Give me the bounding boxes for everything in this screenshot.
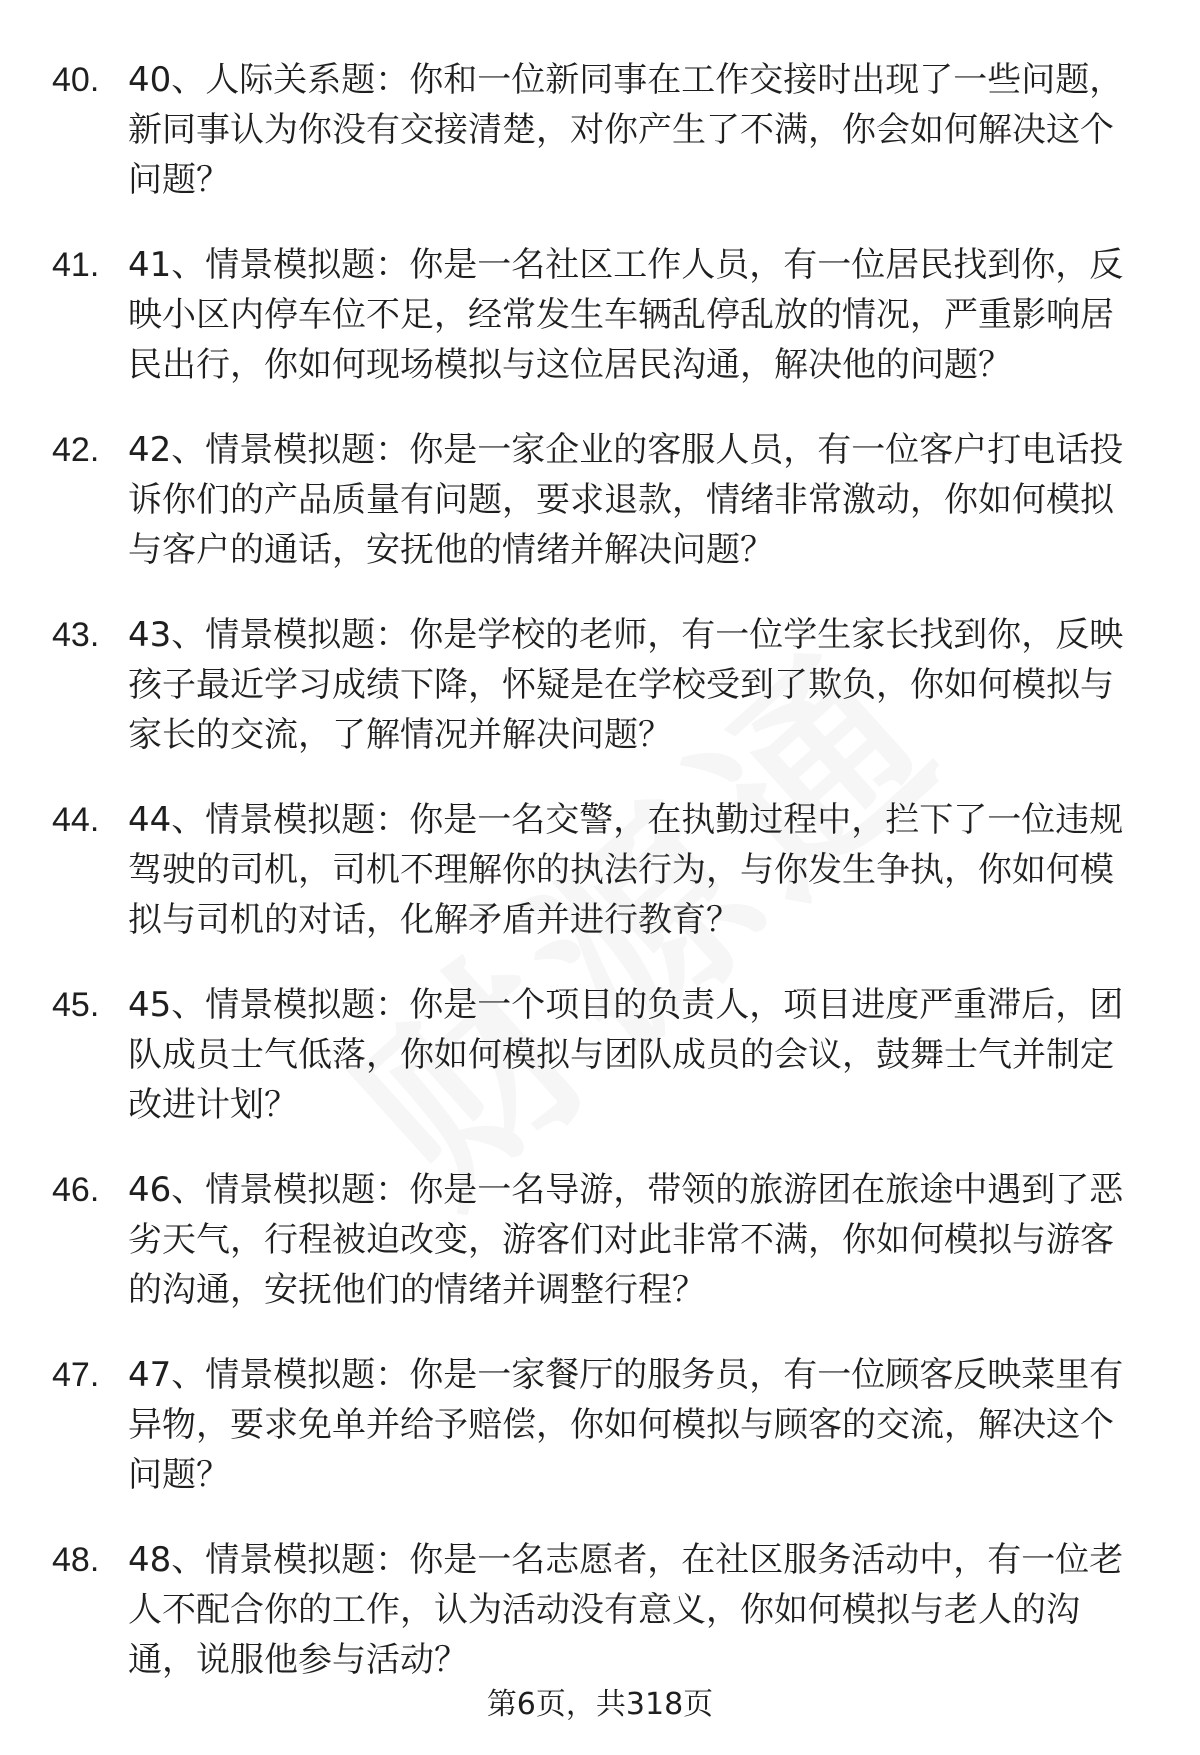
question-text: 42、情景模拟题：你是一家企业的客服人员，有一位客户打电话投诉你们的产品质量有问题，要求退款，情绪非常激动，你如何模拟与客户的通话，安抚他的情绪并解决问题？ <box>128 430 1124 570</box>
question-number: 43. <box>52 616 100 654</box>
question-item <box>0 610 1200 758</box>
question-text: 43、情景模拟题：你是学校的老师，有一位学生家长找到你，反映孩子最近学习成绩下降，怀疑是在学校受到了欺负，你如何模拟与家长的交流，了解情况并解决问题？ <box>128 615 1124 755</box>
question-text: 48、情景模拟题：你是一名志愿者，在社区服务活动中，有一位老人不配合你的工作，认为活动没有意义，你如何模拟与老人的沟通，说服他参与活动？ <box>128 1540 1124 1680</box>
question-item <box>0 980 1200 1128</box>
question-number: 40. <box>52 61 100 99</box>
question-text: 47、情景模拟题：你是一家餐厅的服务员，有一位顾客反映菜里有异物，要求免单并给予赔偿，你如何模拟与顾客的交流，解决这个问题？ <box>128 1355 1124 1495</box>
question-text: 40、人际关系题：你和一位新同事在工作交接时出现了一些问题，新同事认为你没有交接清楚，对你产生了不满，你会如何解决这个问题？ <box>128 60 1124 200</box>
question-number: 41. <box>52 246 100 284</box>
question-item <box>0 55 1200 203</box>
question-item <box>0 1535 1200 1683</box>
question-item <box>0 1165 1200 1313</box>
question-number: 48. <box>52 1541 100 1579</box>
question-text: 44、情景模拟题：你是一名交警，在执勤过程中，拦下了一位违规驾驶的司机，司机不理解你的执法行为，与你发生争执，你如何模拟与司机的对话，化解矛盾并进行教育？ <box>128 800 1124 940</box>
question-text: 41、情景模拟题：你是一名社区工作人员，有一位居民找到你，反映小区内停车位不足，经常发生车辆乱停乱放的情况，严重影响居民出行，你如何现场模拟与这位居民沟通，解决他的问题？ <box>128 245 1124 385</box>
question-number: 46. <box>52 1171 100 1209</box>
question-item <box>0 1350 1200 1498</box>
question-number: 47. <box>52 1356 100 1394</box>
question-item <box>0 425 1200 573</box>
question-text: 46、情景模拟题：你是一名导游，带领的旅游团在旅途中遇到了恶劣天气，行程被迫改变，游客们对此非常不满，你如何模拟与游客的沟通，安抚他们的情绪并调整行程？ <box>128 1170 1124 1310</box>
question-item <box>0 795 1200 943</box>
question-list <box>0 55 1200 1720</box>
question-text: 45、情景模拟题：你是一个项目的负责人，项目进度严重滞后，团队成员士气低落，你如何模拟与团队成员的会议，鼓舞士气并制定改进计划？ <box>128 985 1124 1125</box>
question-item <box>0 240 1200 388</box>
page-footer: 第6页，共318页 <box>486 1687 714 1722</box>
question-number: 42. <box>52 431 100 469</box>
question-number: 44. <box>52 801 100 839</box>
question-number: 45. <box>52 986 100 1024</box>
